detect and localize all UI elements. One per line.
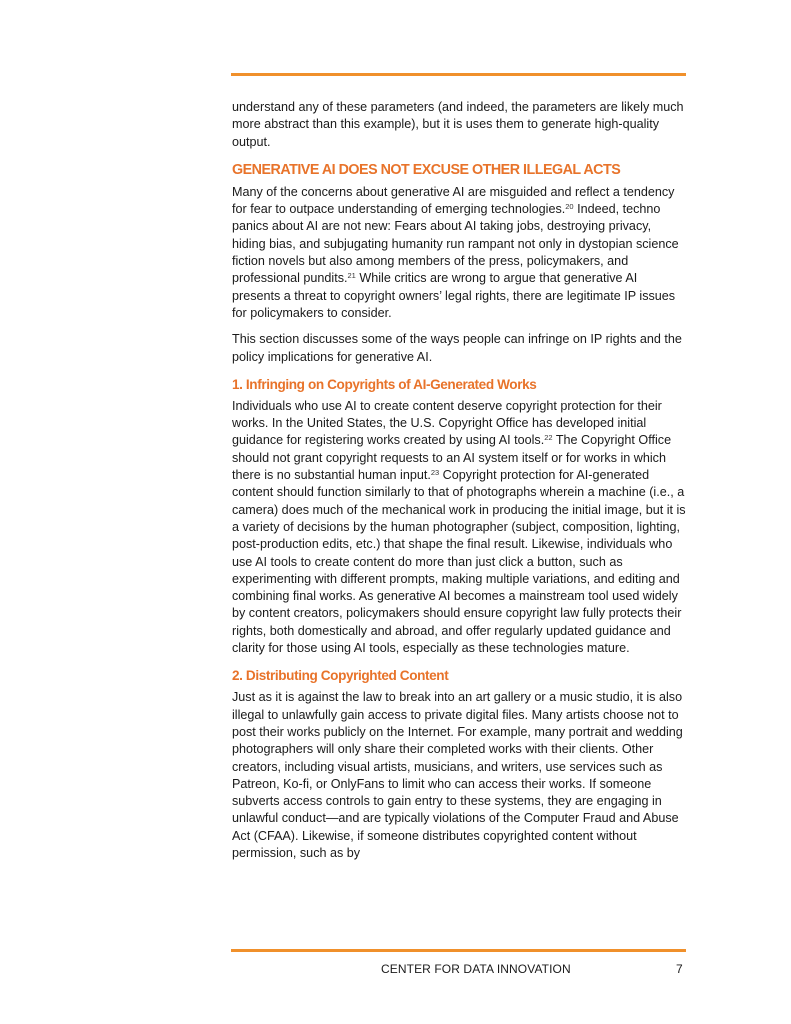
infringing-text-a: Individuals who use AI to create content deserve copyright protection for their works. In the United States, the U.S. Copyright Office has developed initial guidance for registering works created by using AI tools. <box>232 398 662 448</box>
distributing-paragraph: Just as it is against the law to break into an art gallery or a music studio, it is also illegal to unlawfully gain access to private digital files. Many artists choose not to post their works publicly on the Internet. For example, many portrait and wedding photographers will only share their completed works with their clients. Other creators, including visual artists, musicians, and writers, use services such as Patreon, Ko-fi, or OnlyFans to limit who can access their works. If someone subverts access controls to gain entry to these systems, they are engaging in unlawful conduct—and are typically violations of the Computer Fraud and Abuse Act (CFAA). Likewise, if someone distributes copyrighted content without permission, such as by <box>232 690 683 860</box>
concerns-text-c: While critics are wrong to argue that generative AI presents a threat to copyright owners’ legal rights, there are legitimate IP issues for policymakers to consider. <box>232 271 676 320</box>
section-intro-paragraph: This section discusses some of the ways people can infringe on IP rights and the policy implications for generative AI. <box>232 332 682 364</box>
footnote-ref-23[interactable]: 23 <box>430 468 440 478</box>
footnote-ref-20[interactable]: 20 <box>565 202 574 212</box>
footer-rule <box>231 949 686 952</box>
header-rule <box>231 73 686 76</box>
body-text <box>232 99 688 870</box>
concerns-paragraph <box>232 184 688 322</box>
infringing-text-b: The Copyright Office should not grant copyright requests to an AI system itself or for works in which there is no substantial human input. <box>232 433 672 483</box>
page-number: 7 <box>676 962 683 976</box>
subheading-distributing: 2. Distributing Copyrighted Content <box>232 668 449 684</box>
intro-paragraph: understand any of these parameters (and indeed, the parameters are likely much more abstract than this example), but it is uses them to generate high-quality output. <box>232 100 684 149</box>
footnote-ref-22[interactable]: 22 <box>544 433 553 443</box>
infringing-text-c: Copyright protection for AI-generated content should function similarly to that of photographs wherein a machine (i.e., a camera) does much of the mechanical work in producing the initial image, but it is a variety of decisions by the human photographer (subject, composition, lighting, post-production edits, etc.) that shape the final result. Likewise, individuals who use AI tools to create content do more than just click a button, such as experimenting with different prompts, making multiple variations, and editing and combining final works. As generative AI becomes a mainstream tool used widely by content creators, policymakers should ensure copyright law fully protects their rights, both domestically and abroad, and offer regularly updated guidance and clarity for those using AI tools, especially as these technologies mature. <box>232 468 686 656</box>
section-heading: GENERATIVE AI DOES NOT EXCUSE OTHER ILLEGAL ACTS <box>232 161 621 178</box>
subheading-infringing: 1. Infringing on Copyrights of AI-Generated Works <box>232 376 537 392</box>
footer-org-name: CENTER FOR DATA INNOVATION <box>381 962 571 976</box>
footnote-ref-21[interactable]: 21 <box>347 271 356 281</box>
concerns-text-a: Many of the concerns about generative AI are misguided and reflect a tendency for fear to outpace understanding of emerging technologies. <box>232 184 675 217</box>
concerns-text-b: Indeed, techno panics about AI are not new: Fears about AI taking jobs, destroying privacy, hiding bias, and subjugating humanity run rampant not only in dystopian science fiction novels but also among members of the press, policymakers, and professional pundits. <box>232 202 679 286</box>
infringing-paragraph <box>232 398 688 657</box>
